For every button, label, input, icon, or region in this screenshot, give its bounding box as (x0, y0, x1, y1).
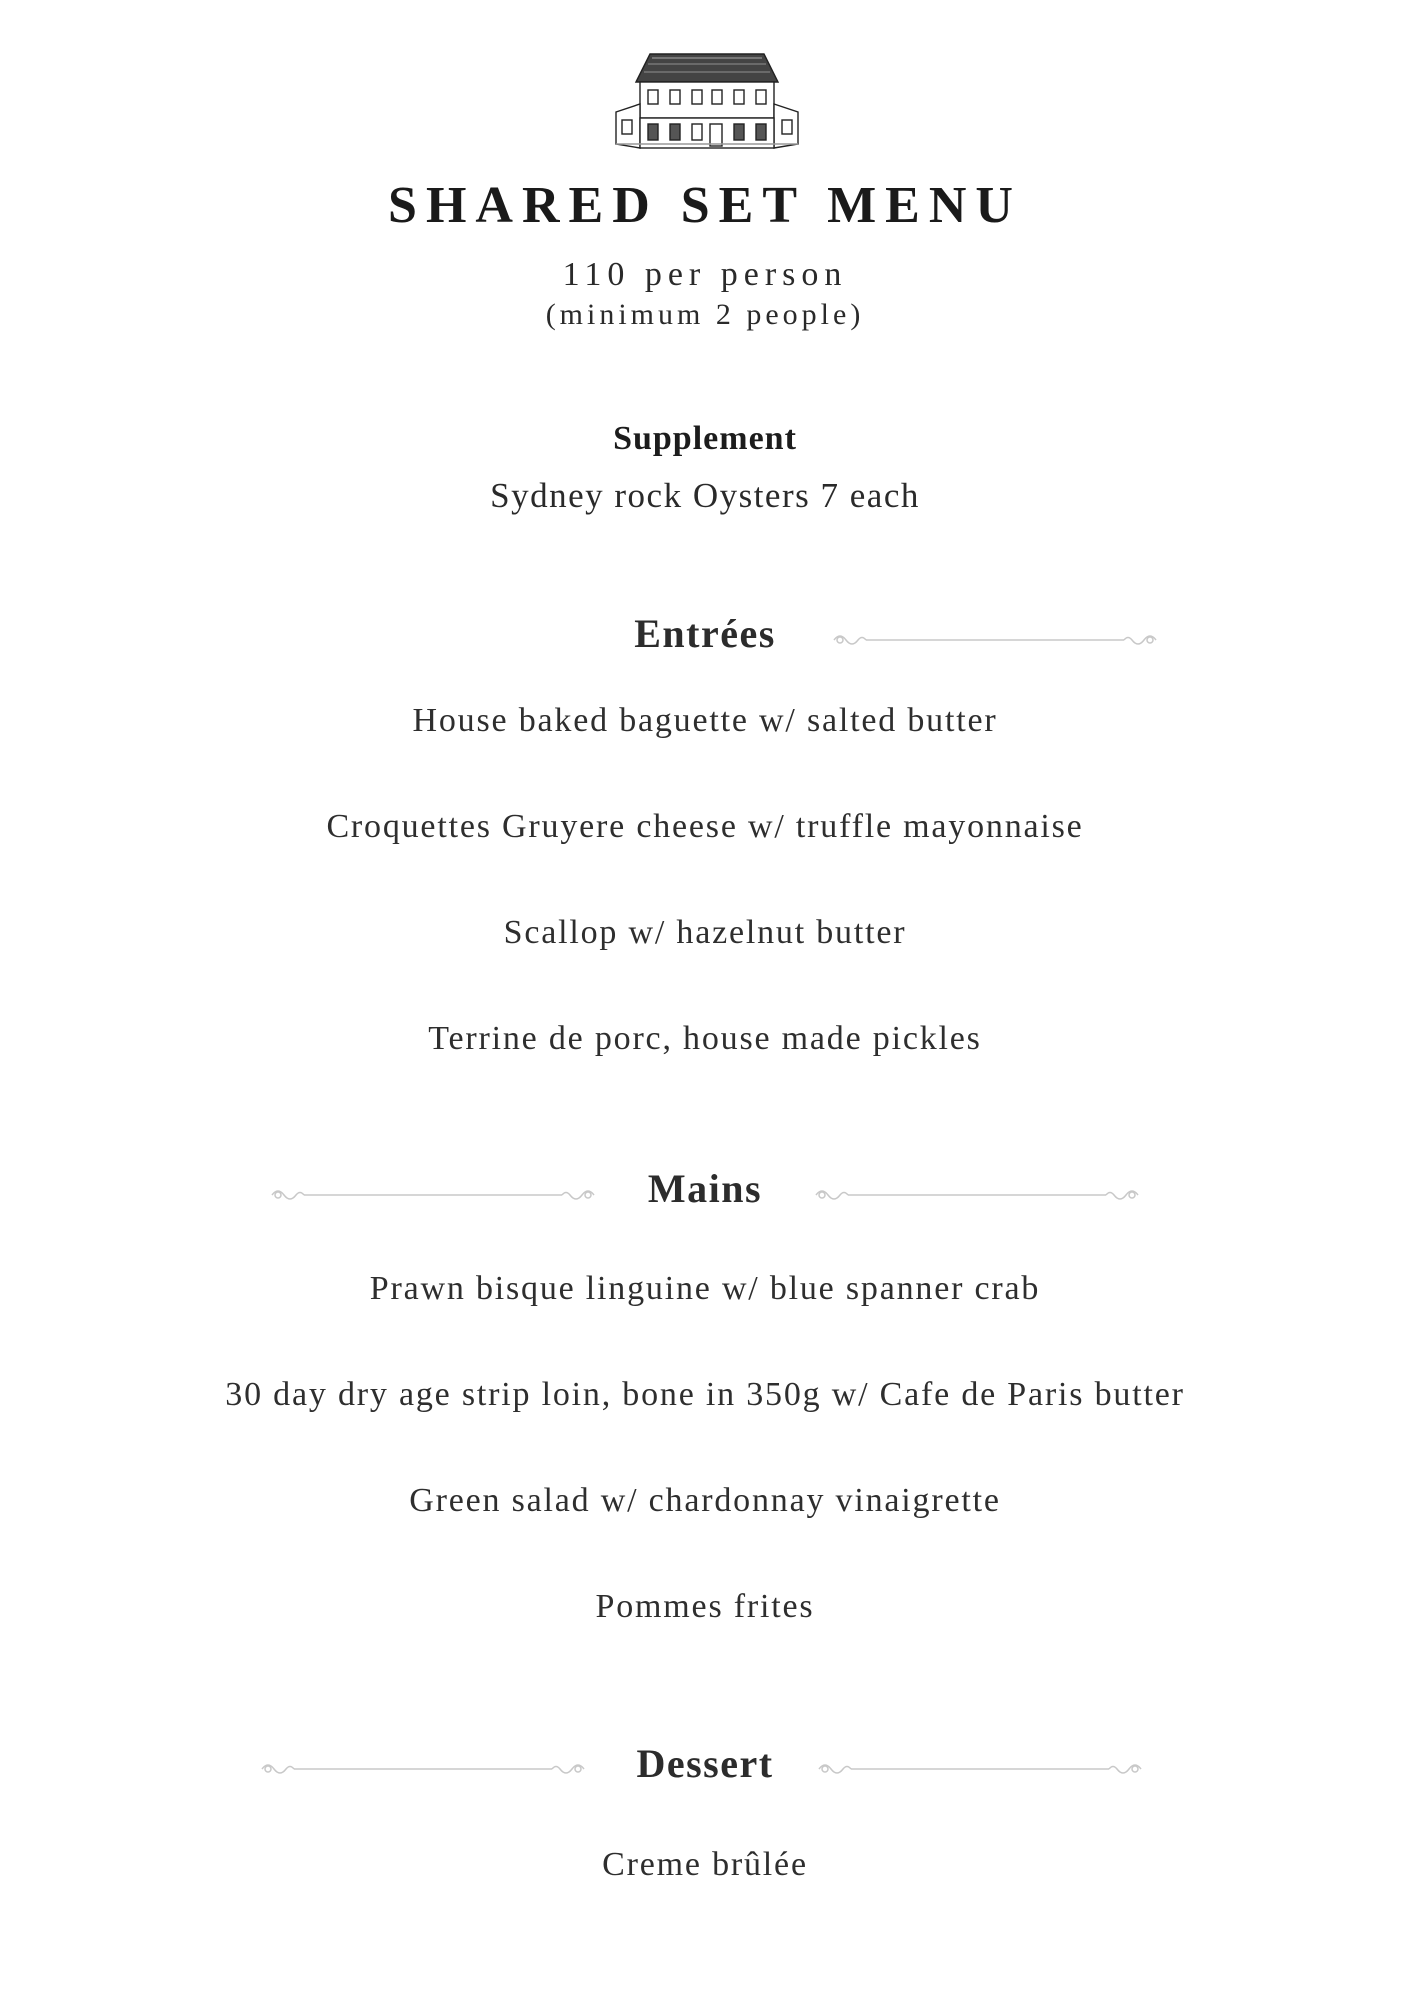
menu-item: House baked baguette w/ salted butter (412, 702, 998, 739)
flourish-divider-icon (815, 1754, 1145, 1784)
flourish-divider-icon (812, 1180, 1142, 1210)
house-logo-icon (612, 52, 802, 152)
menu-item: Terrine de porc, house made pickles (428, 1020, 982, 1057)
entrees-heading: Entrées (634, 611, 776, 656)
mains-heading: Mains (647, 1166, 763, 1211)
menu-item: Green salad w/ chardonnay vinaigrette (409, 1482, 1001, 1519)
dessert-heading: Dessert (636, 1741, 774, 1786)
menu-item: Creme brûlée (602, 1846, 808, 1883)
menu-title: SHARED SET MENU (388, 177, 1022, 234)
menu-item: Croquettes Gruyere cheese w/ truffle mayonnaise (326, 808, 1084, 845)
supplement-heading: Supplement (613, 420, 797, 457)
menu-item: Pommes frites (595, 1588, 815, 1625)
menu-item: Prawn bisque linguine w/ blue spanner crab (369, 1270, 1041, 1307)
supplement-item: Sydney rock Oysters 7 each (490, 476, 920, 515)
price-per-person: 110 per person (562, 256, 848, 293)
flourish-divider-icon (830, 625, 1160, 655)
minimum-people-note: (minimum 2 people) (545, 298, 865, 331)
menu-item: 30 day dry age strip loin, bone in 350g w/ Cafe de Paris butter (225, 1376, 1185, 1413)
menu-item: Scallop w/ hazelnut butter (503, 914, 907, 951)
